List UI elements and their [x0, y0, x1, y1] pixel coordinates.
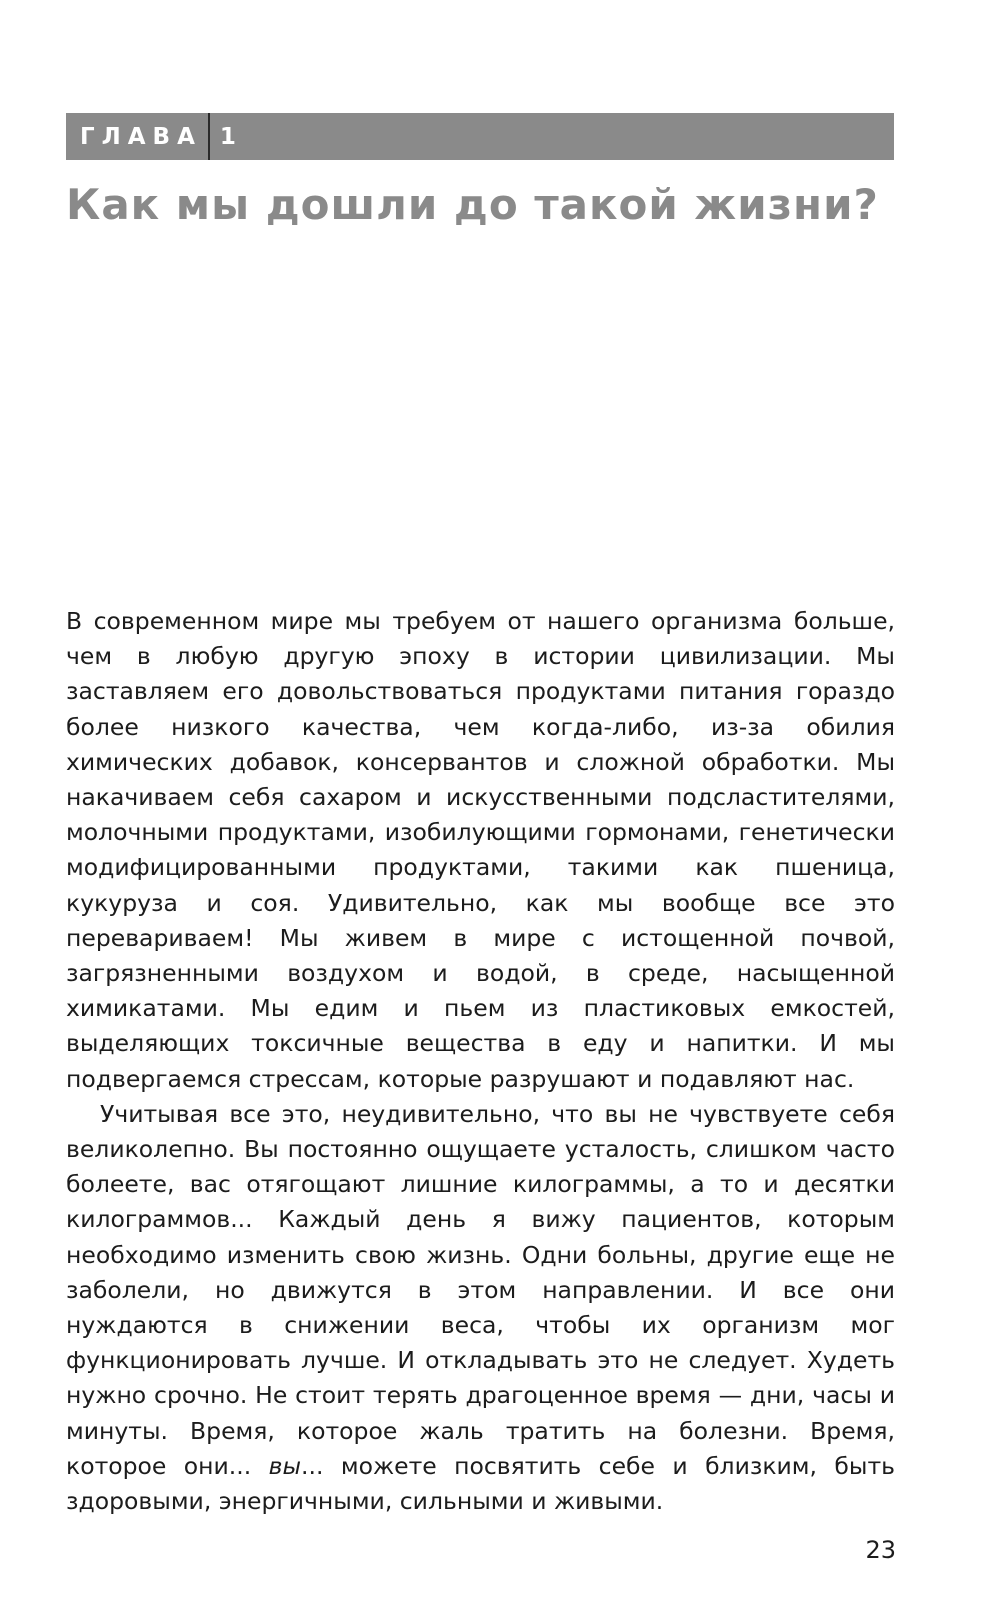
paragraph-2-text: Учитывая все это, неудивительно, что вы не чувствуете себя великолепно. Вы постоянно ощущаете усталость, слишком часто болеете, вас отягощают лишние килограммы, а то и десятки килограммов... Каждый день я вижу пациентов, которым необходимо изменить свою жизнь. Одни больны, другие еще не заболели, но движутся в этом направлении. И все они нуждаются в снижении веса, чтобы их организм мог функционировать лучше. И откладывать это не следует. Худеть нужно срочно. Не стоит терять драгоценное время — дни, часы и минуты. Время, которое жаль тратить на болезни. Время, которое они... — [66, 1099, 895, 1480]
paragraph-2 — [66, 1097, 895, 1519]
paragraph-2-text-end: ... можете посвятить себе и близким, быть здоровыми, энергичными, сильными и живыми. — [66, 1451, 895, 1516]
page-number: 23 — [865, 1536, 896, 1564]
body-text — [66, 604, 895, 1519]
paragraph-1: В современном мире мы требуем от нашего организма больше, чем в любую другую эпоху в истории цивилизации. Мы заставляем его довольствоваться продуктами питания гораздо более низкого качества, чем когда-либо, из-за обилия химических добавок, консервантов и сложной обработки. Мы накачиваем себя сахаром и искусственными подсластителями, молочными продуктами, изобилующими гормонами, генетически модифицированными продуктами, такими как пшеница, кукуруза и соя. Удивительно, как мы вообще все это перевариваем! Мы живем в мире с истощенной почвой, загрязненными воздухом и водой, в среде, насыщенной химикатами. Мы едим и пьем из пластиковых емкостей, выделяющих токсичные вещества в еду и напитки. И мы подвергаемся стрессам, которые разрушают и подавляют нас. — [66, 607, 895, 1093]
chapter-divider — [208, 113, 210, 160]
chapter-label: ГЛАВА — [80, 123, 202, 150]
chapter-header-bar — [66, 113, 894, 160]
chapter-number: 1 — [219, 123, 236, 150]
chapter-title: Как мы дошли до такой жизни? — [66, 180, 879, 229]
paragraph-2-emphasis: вы — [268, 1451, 302, 1480]
